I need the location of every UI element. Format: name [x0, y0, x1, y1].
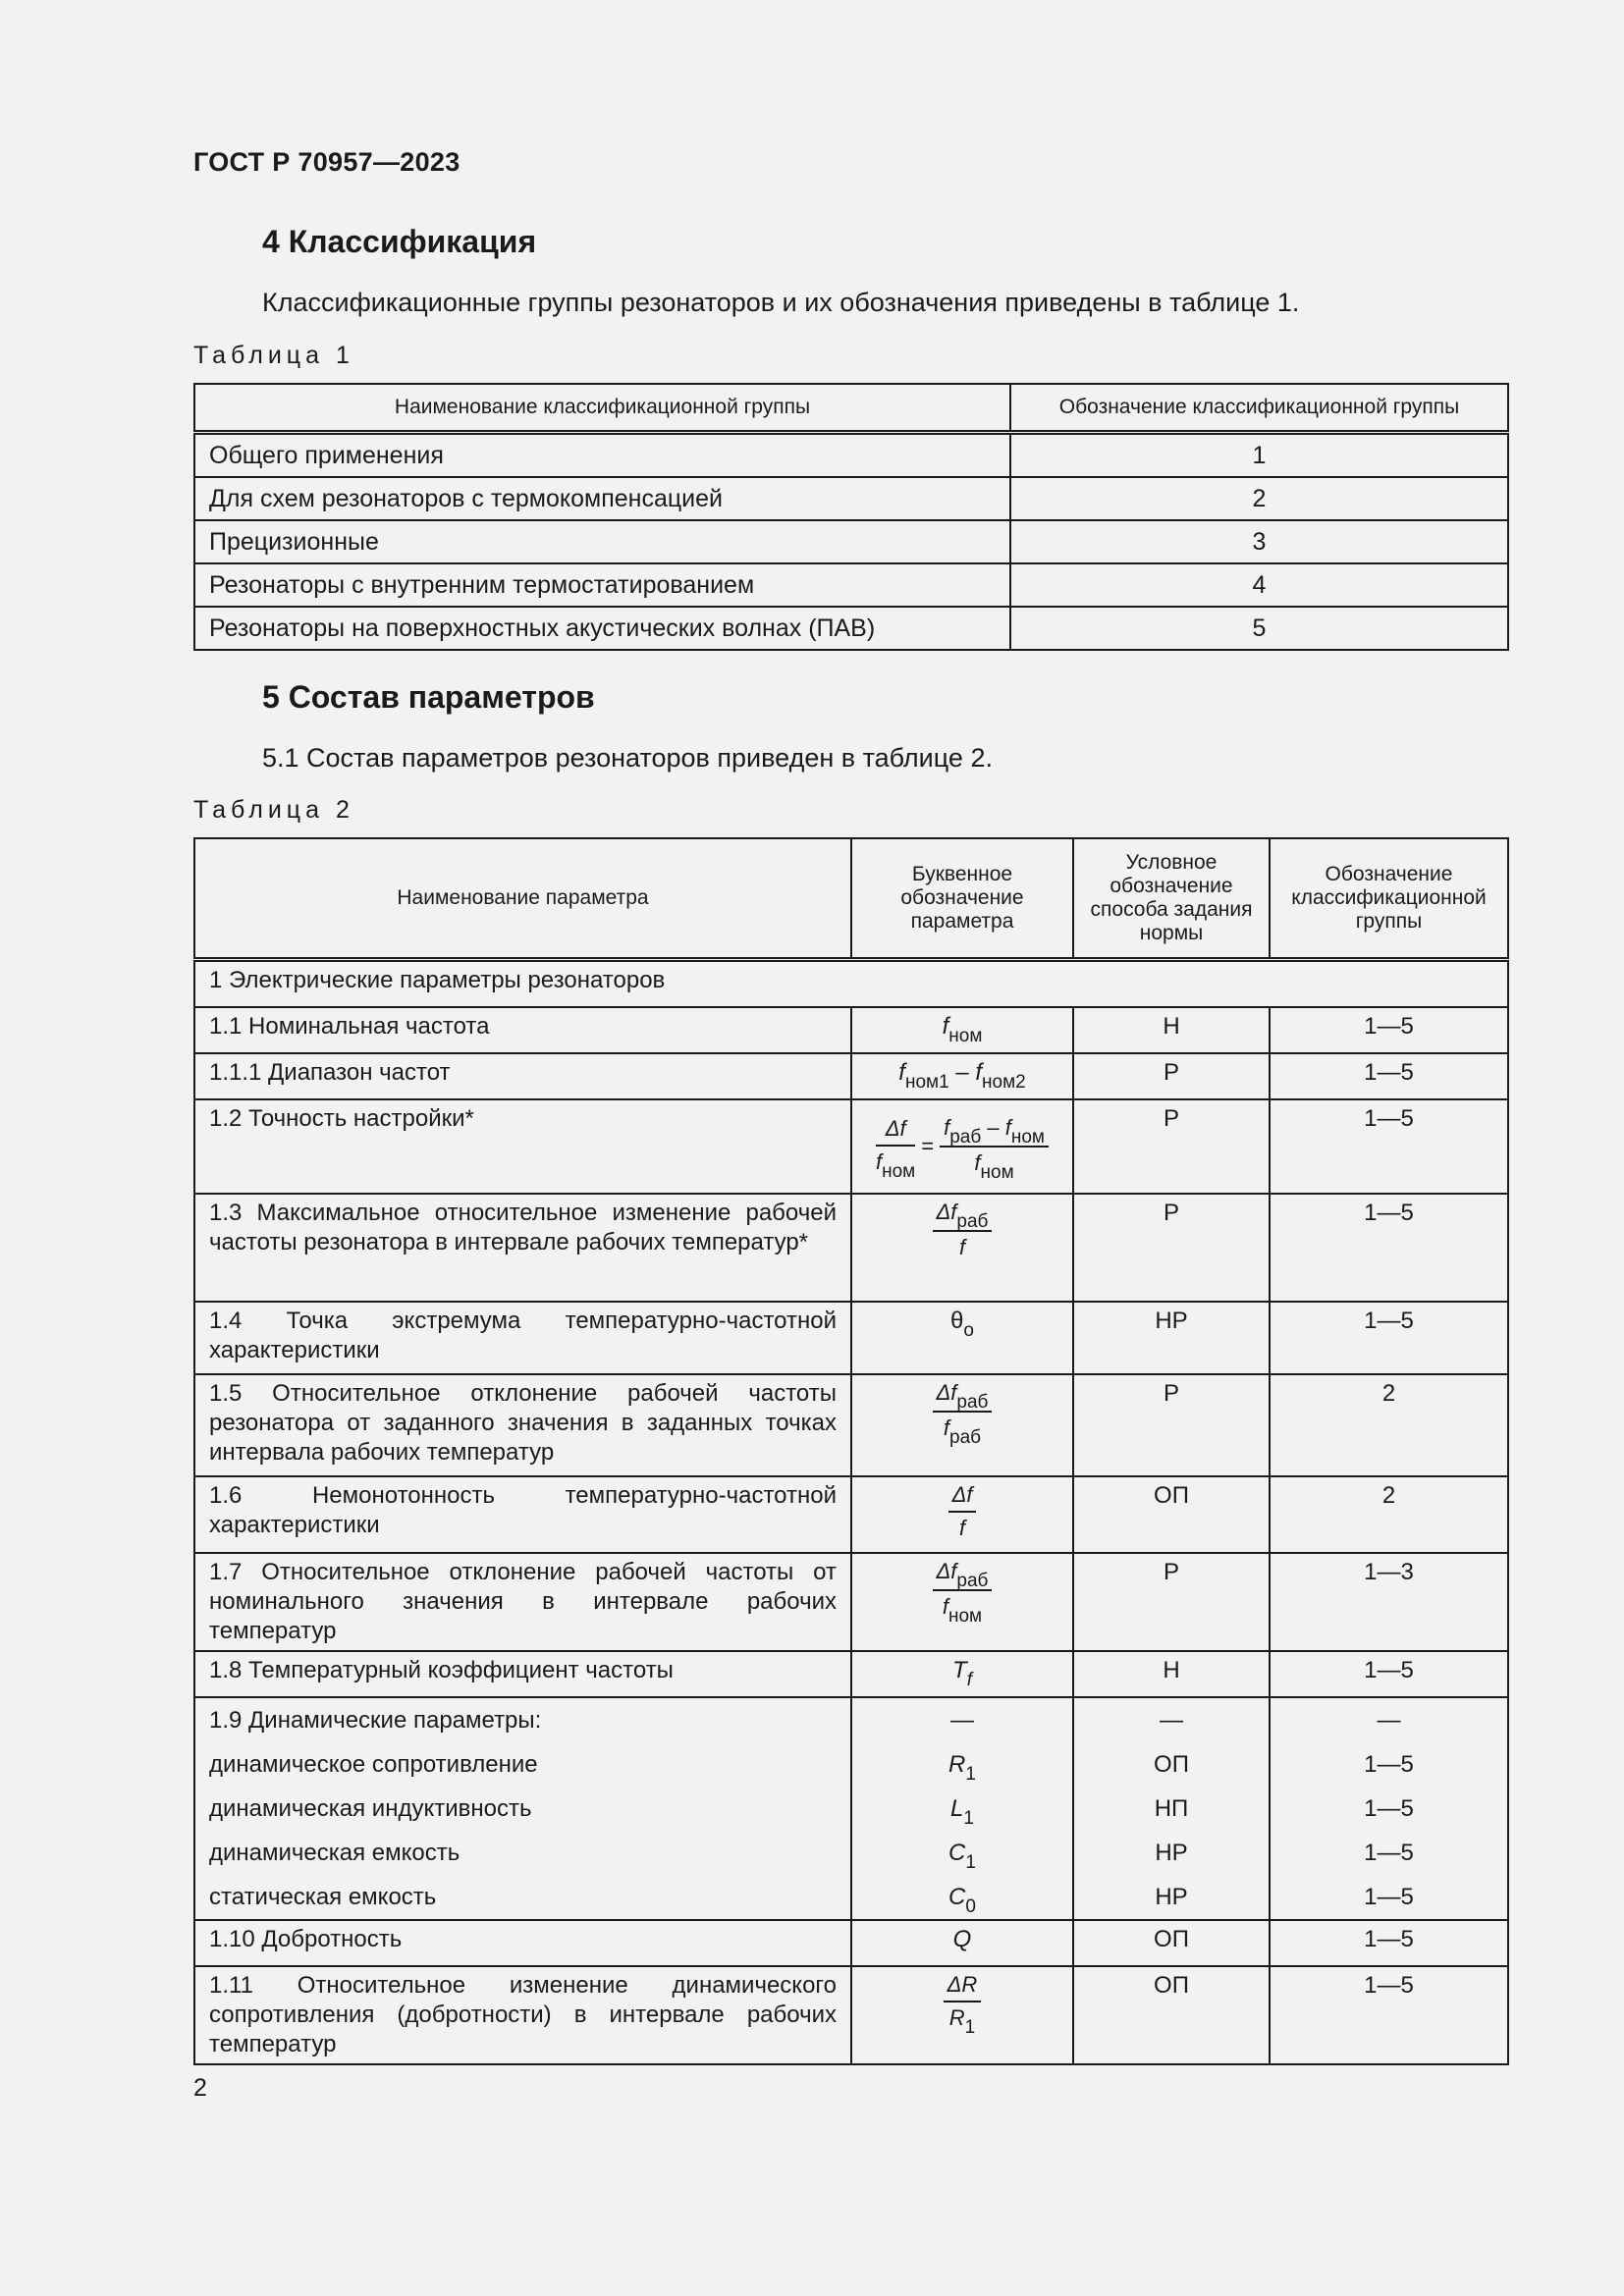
table-2-caption: Таблица 2	[193, 796, 354, 824]
table-row	[194, 1302, 1508, 1374]
formula-rhs: $\frac{\text{fраб – fном}}{\text{fном}}$	[940, 1114, 1049, 1179]
table-row	[194, 1053, 1508, 1099]
param-symbol: $\frac{\text{Δfраб}}{f}$	[851, 1194, 1073, 1302]
norm-method: Р	[1073, 1553, 1270, 1651]
section-5-title: 5 Состав параметров	[262, 679, 595, 715]
norm-method: НР	[1073, 1302, 1270, 1374]
column-header: Буквенное обозначение параметра	[851, 838, 1073, 960]
table-row	[194, 607, 1508, 650]
group-code: 3	[1010, 520, 1508, 563]
param-symbol: $\frac{\Delta f}{\text{fном}}$ = $\frac{\text{fраб – fном}}{\text{fном}}$	[851, 1099, 1073, 1194]
norm-method: Р	[1073, 1099, 1270, 1194]
table-row	[194, 1966, 1508, 2064]
param-name: 1.7 Относительное отклонение рабочей частоты от номинального значения в интервале рабочих температур	[194, 1553, 851, 1651]
table-row	[194, 1194, 1508, 1302]
column-header: Условное обозначение способа задания нормы	[1073, 838, 1270, 960]
param-symbol: $f_{ном}$	[851, 1007, 1073, 1053]
norm-method: ОП	[1073, 1920, 1270, 1966]
column-header: Обозначение классификационной группы	[1270, 838, 1508, 960]
norm-method: Н	[1073, 1007, 1270, 1053]
param-name: 1.10 Добротность	[194, 1920, 851, 1966]
table-row-dynamic	[194, 1697, 1508, 1920]
group-code: 1—5	[1270, 1194, 1508, 1302]
param-symbol-list	[851, 1697, 1073, 1920]
group-code: 4	[1010, 563, 1508, 607]
param-name: 1.2 Точность настройки*	[194, 1099, 851, 1194]
norm-method: НР	[1155, 1884, 1188, 1910]
group-name: Для схем резонаторов с термокомпенсацией	[194, 477, 1010, 520]
group-code: 1—5	[1270, 1651, 1508, 1697]
column-header: Обозначение классификационной группы	[1010, 384, 1508, 433]
param-name: 1.3 Максимальное относительное изменение рабочей частоты резонатора в интервале рабочих температур*	[194, 1194, 851, 1302]
param-symbol: Q	[851, 1920, 1073, 1966]
param-symbol: $R_1$	[948, 1751, 976, 1785]
group-code: 1—5	[1270, 1053, 1508, 1099]
param-name: 1.9 Динамические параметры:	[209, 1707, 542, 1734]
table-header-row	[194, 384, 1508, 433]
table-row	[194, 1920, 1508, 1966]
norm-method: ОП	[1073, 1476, 1270, 1553]
param-symbol: $\frac{\text{Δfраб}}{\text{fном}}$	[851, 1553, 1073, 1651]
table-row	[194, 563, 1508, 607]
page-number: 2	[193, 2074, 207, 2102]
param-name: статическая емкость	[209, 1884, 437, 1910]
param-name: 1.1.1 Диапазон частот	[194, 1053, 851, 1099]
parameters-table	[193, 837, 1509, 2065]
group-code: 2	[1270, 1374, 1508, 1476]
param-name: 1.1 Номинальная частота	[194, 1007, 851, 1053]
param-symbol: $C_0$	[948, 1884, 976, 1917]
section-4-title: 4 Классификация	[262, 224, 537, 259]
param-symbol: $T_f$	[851, 1651, 1073, 1697]
group-code: 5	[1010, 607, 1508, 650]
group-name: Резонаторы с внутренним термостатированием	[194, 563, 1010, 607]
group-code: 1—5	[1364, 1840, 1414, 1866]
norm-method: —	[1160, 1707, 1183, 1734]
param-name: 1.8 Температурный коэффициент частоты	[194, 1651, 851, 1697]
param-symbol: $\frac{\Delta f}{f}$	[851, 1476, 1073, 1553]
group-code: 1—5	[1270, 1966, 1508, 2064]
table-row	[194, 1476, 1508, 1553]
param-symbol: $L_1$	[950, 1795, 974, 1829]
param-name: динамическое сопротивление	[209, 1751, 538, 1778]
param-name: 1.11 Относительное изменение динамического сопротивления (добротности) в интервале рабочих температур	[194, 1966, 851, 2064]
group-name: Резонаторы на поверхностных акустических волнах (ПАВ)	[194, 607, 1010, 650]
column-header: Наименование классификационной группы	[194, 384, 1010, 433]
classification-table	[193, 383, 1509, 651]
group-code: 1—5	[1364, 1795, 1414, 1822]
section-5-intro: 5.1 Состав параметров резонаторов приведен в таблице 2.	[262, 743, 993, 773]
formula-lhs: $\frac{\Delta f}{\text{fном}}$	[876, 1116, 916, 1182]
group-code: 1—5	[1270, 1099, 1508, 1194]
param-symbol: $f_{ном1} - f_{ном2}$	[851, 1053, 1073, 1099]
norm-method: Р	[1073, 1053, 1270, 1099]
param-name-list	[194, 1697, 851, 1920]
table-row	[194, 1099, 1508, 1194]
group-code-list	[1270, 1697, 1508, 1920]
param-symbol: $\theta_о$	[851, 1302, 1073, 1374]
group-code: 1—5	[1270, 1007, 1508, 1053]
table-1-caption: Таблица 1	[193, 342, 354, 369]
group-name: Общего применения	[194, 433, 1010, 478]
group-code: 1—5	[1364, 1884, 1414, 1910]
norm-method: Р	[1073, 1374, 1270, 1476]
param-name: динамическая емкость	[209, 1840, 460, 1866]
norm-method: НП	[1154, 1795, 1189, 1822]
table-row	[194, 433, 1508, 478]
group-code: 1—5	[1364, 1751, 1414, 1778]
table-header-row	[194, 838, 1508, 960]
table-group-row	[194, 960, 1508, 1008]
column-header: Наименование параметра	[194, 838, 851, 960]
group-code: 2	[1010, 477, 1508, 520]
table-row	[194, 520, 1508, 563]
group-code: 1—3	[1270, 1553, 1508, 1651]
param-name: 1.4 Точка экстремума температурно-частотной характеристики	[194, 1302, 851, 1374]
section-4-intro: Классификационные группы резонаторов и их обозначения приведены в таблице 1.	[262, 288, 1300, 317]
group-row-label: 1 Электрические параметры резонаторов	[194, 960, 1508, 1008]
group-name: Прецизионные	[194, 520, 1010, 563]
group-code: 1—5	[1270, 1920, 1508, 1966]
table-row	[194, 1651, 1508, 1697]
param-symbol: $\frac{\Delta R}{R1}$	[851, 1966, 1073, 2064]
group-code: —	[1377, 1707, 1401, 1734]
table-row	[194, 1553, 1508, 1651]
norm-method: ОП	[1154, 1751, 1189, 1778]
norm-method: Н	[1073, 1651, 1270, 1697]
param-name: динамическая индуктивность	[209, 1795, 532, 1822]
norm-method: НР	[1155, 1840, 1188, 1866]
document-code: ГОСТ Р 70957—2023	[193, 147, 460, 177]
group-code: 1	[1010, 433, 1508, 478]
table-row	[194, 1374, 1508, 1476]
table-row	[194, 1007, 1508, 1053]
table-row	[194, 477, 1508, 520]
param-name: 1.5 Относительное отклонение рабочей частоты резонатора от заданного значения в заданных точках интервала рабочих температур	[194, 1374, 851, 1476]
norm-method: Р	[1073, 1194, 1270, 1302]
norm-method: ОП	[1073, 1966, 1270, 2064]
param-symbol: —	[950, 1707, 974, 1734]
group-code: 1—5	[1270, 1302, 1508, 1374]
norm-method-list	[1073, 1697, 1270, 1920]
group-code: 2	[1270, 1476, 1508, 1553]
param-symbol: $\frac{\text{Δfраб}}{\text{fраб}}$	[851, 1374, 1073, 1476]
param-name: 1.6 Немонотонность температурно-частотной характеристики	[194, 1476, 851, 1553]
param-symbol: $C_1$	[948, 1840, 976, 1873]
